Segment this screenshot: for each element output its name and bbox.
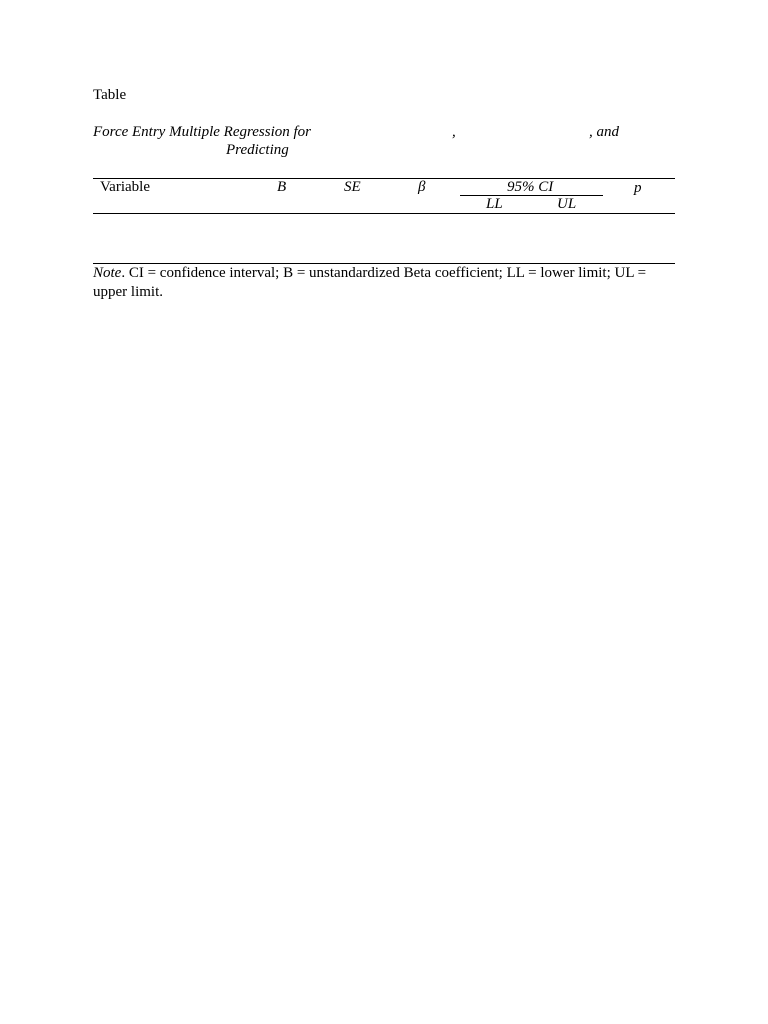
- header-p: p: [634, 180, 642, 196]
- header-ll: LL: [486, 196, 503, 212]
- header-ci: 95% CI: [507, 179, 554, 195]
- header-b: B: [277, 179, 287, 195]
- table-top-rule: [93, 178, 675, 179]
- note-label-suffix: .: [121, 265, 126, 281]
- table-header-rule: [93, 213, 675, 214]
- header-se: SE: [344, 179, 361, 195]
- table-label: Table: [93, 87, 127, 103]
- note-text: CI = confidence interval; B = unstandardized Beta coefficient; LL = lower limit; UL = upper limit.: [93, 265, 647, 300]
- note-label: Note: [93, 265, 122, 281]
- header-ul: UL: [557, 196, 577, 212]
- ci-span-rule: [460, 195, 603, 196]
- table-title-line2: Predicting: [226, 142, 289, 158]
- header-beta: β: [418, 179, 426, 195]
- table-title-and: , and: [589, 124, 619, 140]
- header-variable: Variable: [100, 179, 150, 195]
- table-title-line1: Force Entry Multiple Regression for: [93, 124, 312, 140]
- table-title-comma: ,: [452, 124, 456, 140]
- table-note: [93, 264, 675, 302]
